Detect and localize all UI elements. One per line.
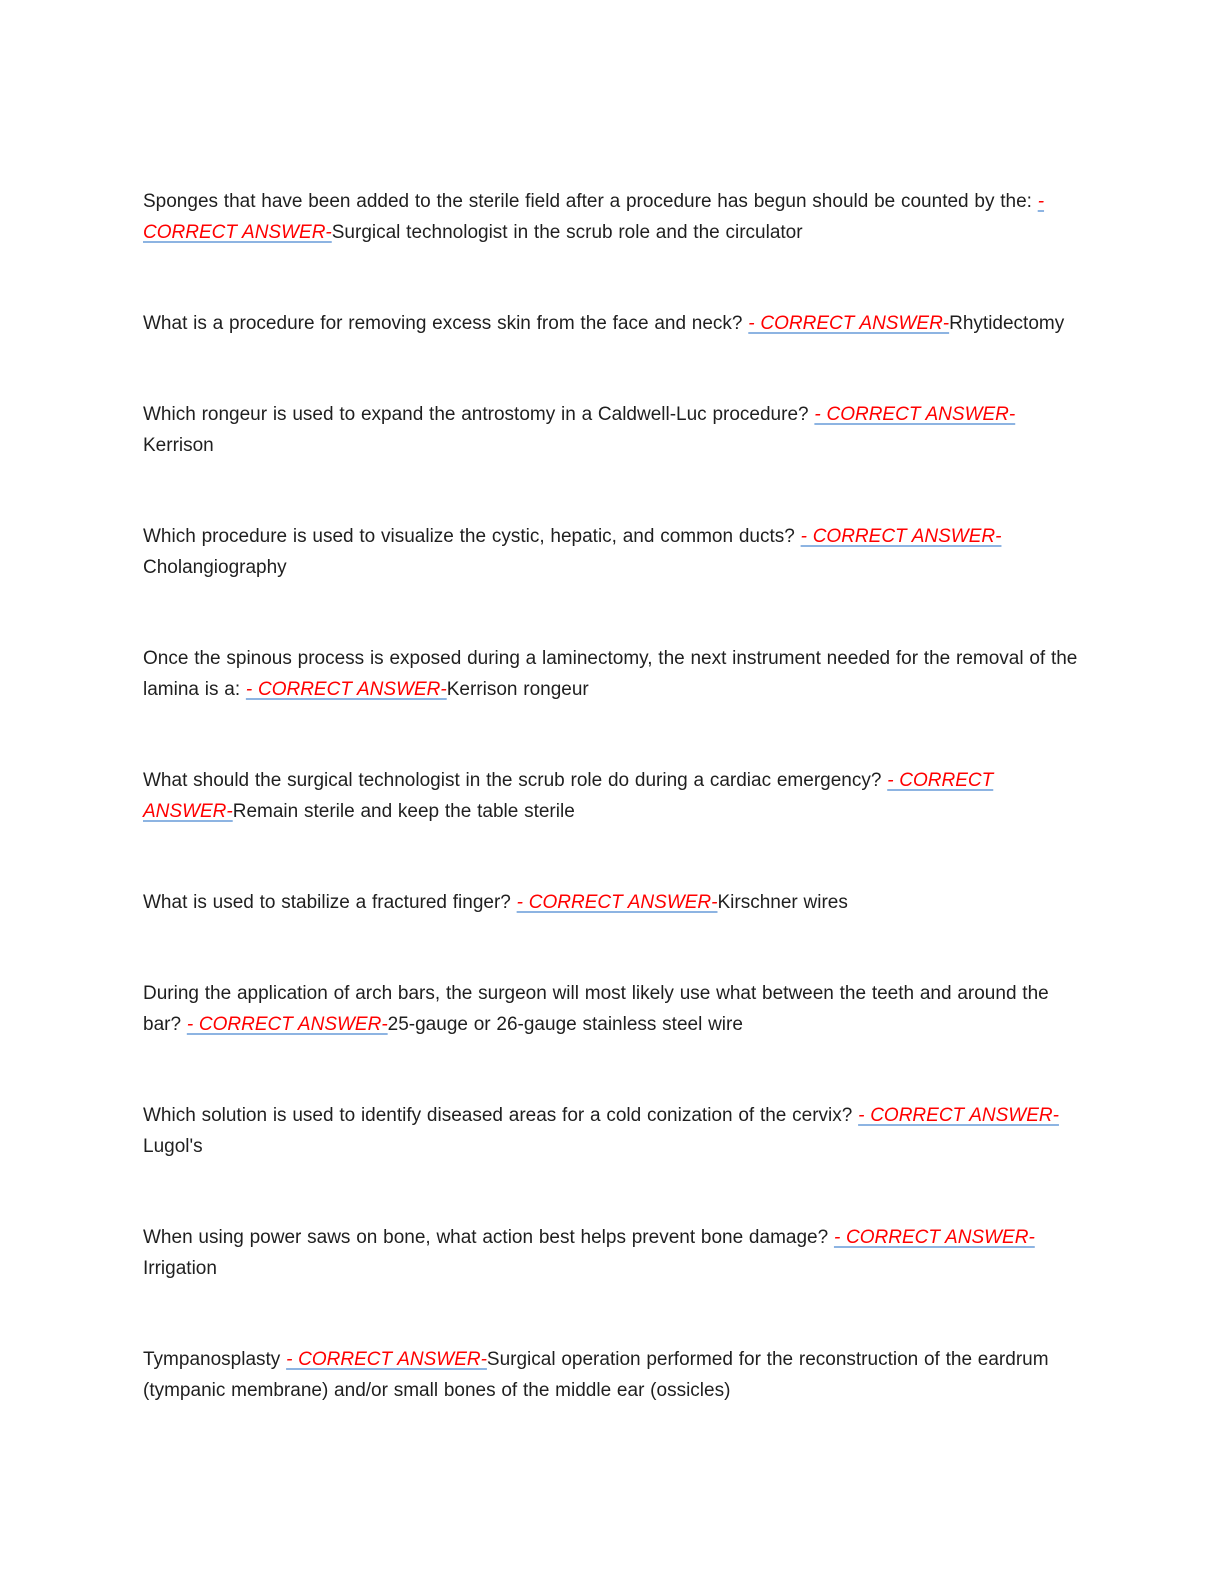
- qa-item: [143, 643, 1083, 705]
- qa-item: [143, 521, 1083, 583]
- qa-item: [143, 1100, 1083, 1162]
- qa-item: [143, 308, 1083, 339]
- qa-item: [143, 1344, 1083, 1406]
- question-text: When using power saws on bone, what action best helps prevent bone damage?: [143, 1227, 834, 1248]
- answer-text: 25-gauge or 26-gauge stainless steel wire: [387, 1014, 743, 1035]
- qa-item: [143, 186, 1083, 248]
- qa-list: [143, 186, 1083, 1466]
- correct-answer-marker: - CORRECT ANSWER-: [833, 1227, 1035, 1248]
- question-text: Sponges that have been added to the sterile field after a procedure has begun should be counted by the:: [143, 191, 1038, 212]
- answer-text: Kerrison: [143, 435, 214, 456]
- answer-text: Rhytidectomy: [949, 313, 1065, 334]
- answer-text: Irrigation: [143, 1258, 217, 1279]
- answer-text: Kerrison rongeur: [446, 679, 589, 700]
- correct-answer-marker: - CORRECT ANSWER-: [286, 1349, 487, 1370]
- correct-answer-marker: - CORRECT ANSWER-: [186, 1014, 388, 1035]
- question-text: Which solution is used to identify diseased areas for a cold conization of the cervix?: [143, 1105, 859, 1126]
- qa-item: [143, 978, 1083, 1040]
- question-text: What is a procedure for removing excess skin from the face and neck?: [143, 313, 749, 334]
- question-text: What is used to stabilize a fractured finger?: [143, 892, 517, 913]
- answer-text: Remain sterile and keep the table sterile: [232, 801, 575, 822]
- correct-answer-marker: - CORRECT ANSWER-: [516, 892, 718, 913]
- correct-answer-marker: - CORRECT ANSWER-: [245, 679, 447, 700]
- qa-item: [143, 399, 1083, 461]
- correct-answer-marker: - CORRECT ANSWER-: [143, 770, 994, 822]
- qa-item: [143, 887, 1083, 918]
- question-text: Tympanosplasty: [143, 1349, 287, 1370]
- qa-item: [143, 765, 1083, 827]
- correct-answer-marker: - CORRECT ANSWER-: [814, 404, 1016, 425]
- qa-item: [143, 1222, 1083, 1284]
- answer-text: Cholangiography: [143, 557, 287, 578]
- answer-text: Surgical technologist in the scrub role and the circulator: [331, 222, 803, 243]
- correct-answer-marker: - CORRECT ANSWER-: [858, 1105, 1059, 1126]
- correct-answer-marker: - CORRECT ANSWER-: [800, 526, 1002, 547]
- answer-text: Lugol's: [143, 1136, 203, 1157]
- question-text: During the application of arch bars, the surgeon will most likely use what between the teeth and around the bar?: [143, 983, 1049, 1035]
- question-text: What should the surgical technologist in the scrub role do during a cardiac emergency?: [143, 770, 888, 791]
- correct-answer-marker: - CORRECT ANSWER-: [143, 191, 1045, 243]
- answer-text: Surgical operation performed for the reconstruction of the eardrum (tympanic membrane) and/or small bones of the middle ear (ossicles): [143, 1349, 1049, 1401]
- question-text: Once the spinous process is exposed during a laminectomy, the next instrument needed for the removal of the lamina is a:: [143, 648, 1078, 700]
- question-text: Which rongeur is used to expand the antrostomy in a Caldwell-Luc procedure?: [143, 404, 815, 425]
- question-text: Which procedure is used to visualize the cystic, hepatic, and common ducts?: [143, 526, 801, 547]
- correct-answer-marker: - CORRECT ANSWER-: [748, 313, 950, 334]
- answer-text: Kirschner wires: [717, 892, 848, 913]
